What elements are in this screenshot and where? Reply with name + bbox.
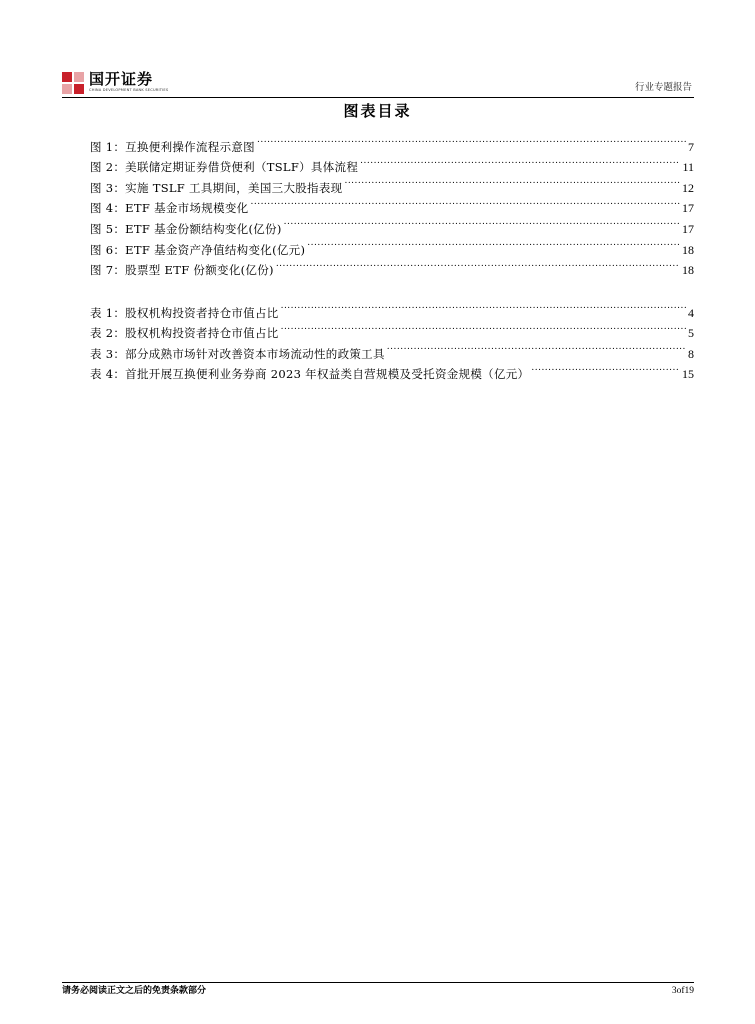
- toc-entry-label: 表 3：部分成熟市场针对改善资本市场流动性的政策工具: [90, 346, 385, 361]
- toc-leader-dots: [281, 317, 686, 338]
- toc-entry-label: 图 6：ETF 基金资产净值结构变化(亿元): [90, 242, 306, 257]
- toc-entry-label: 表 4：首批开展互换便利业务券商 2023 年权益类自营规模及受托资金规模（亿元）: [90, 367, 530, 382]
- toc-entry-label: 图 7：股票型 ETF 份额变化(亿份): [90, 263, 274, 278]
- footer-page-number: 3of19: [671, 986, 694, 996]
- report-type: 行业专题报告: [634, 82, 692, 93]
- toc-entry-page: 12: [682, 180, 694, 195]
- toc-entry-label: 表 1：股权机构投资者持仓市值占比: [90, 305, 279, 320]
- toc-leader-dots: [531, 358, 680, 379]
- page-header: [62, 70, 694, 98]
- toc-leader-dots: [257, 130, 686, 151]
- brand-name: 国开证券: [89, 70, 154, 88]
- toc-leader-dots: [250, 192, 680, 213]
- toc-entry-page: 18: [682, 263, 694, 278]
- toc-leader-dots: [387, 337, 686, 358]
- toc-entry-label: 图 4：ETF 基金市场规模变化: [90, 201, 249, 216]
- brand-subtitle: CHINA DEVELOPMENT BANK SECURITIES: [89, 88, 169, 92]
- toc-leader-dots: [360, 151, 680, 172]
- toc-entry-label: 表 2：股权机构投资者持仓市值占比: [90, 326, 279, 341]
- toc-entry-page: 7: [688, 139, 694, 154]
- toc-entry-page: 17: [682, 221, 694, 236]
- header-divider: [62, 97, 694, 98]
- toc-leader-dots: [281, 296, 686, 317]
- toc-entry-label: 图 2：美联储定期证券借贷便利（TSLF）具体流程: [90, 160, 359, 175]
- toc-entry-page: 17: [682, 201, 694, 216]
- table-list: [90, 296, 694, 382]
- toc-entry-figure-1[interactable]: [90, 130, 694, 154]
- toc-leader-dots: [344, 171, 680, 192]
- toc-entry-page: 15: [682, 367, 694, 382]
- toc-entry-label: 图 1：互换便利操作流程示意图: [90, 139, 255, 154]
- toc-entry-label: 图 3：实施 TSLF 工具期间，美国三大股指表现: [90, 180, 343, 195]
- toc-entry-page: 5: [688, 326, 694, 341]
- footer-disclaimer: 请务必阅读正文之后的免责条款部分: [62, 986, 207, 996]
- toc-entry-page: 4: [688, 305, 694, 320]
- logo-mark-icon: [62, 72, 84, 94]
- toc-leader-dots: [284, 212, 680, 233]
- toc-entry-label: 图 5：ETF 基金份额结构变化(亿份): [90, 221, 282, 236]
- toc-entry-page: 8: [688, 346, 694, 361]
- figure-list: [90, 130, 694, 278]
- footer-divider: [62, 982, 694, 983]
- toc-entry-table-1[interactable]: [90, 296, 694, 320]
- toc-leader-dots: [276, 254, 680, 275]
- toc-entry-page: 18: [682, 242, 694, 257]
- toc-title: 图表目录: [343, 102, 412, 120]
- toc-leader-dots: [307, 233, 680, 254]
- toc-entry-page: 11: [682, 160, 694, 175]
